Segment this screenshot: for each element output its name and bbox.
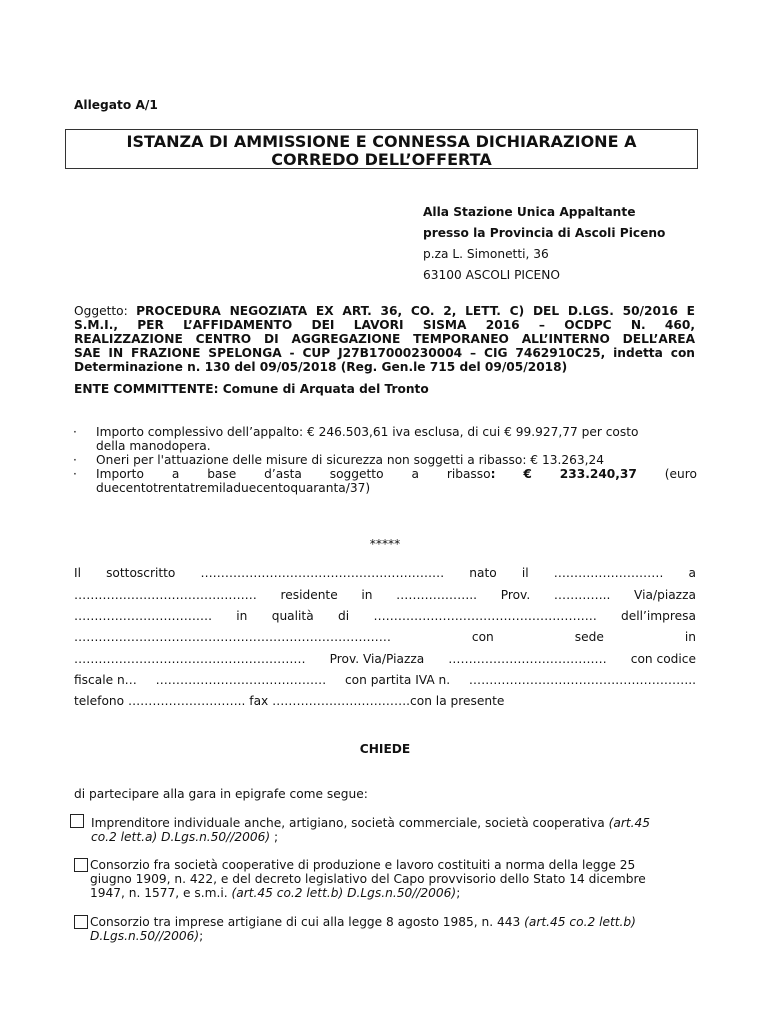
form-text: residente bbox=[280, 588, 338, 602]
option-3-reference: D.Lgs.n.50//2006) bbox=[90, 929, 200, 943]
form-text: in bbox=[236, 609, 248, 623]
form-text: in bbox=[684, 630, 696, 644]
company-seat-field[interactable]: ………………………………………………… bbox=[74, 652, 306, 666]
bullet-3-word: Importo bbox=[96, 467, 144, 481]
form-text: nato bbox=[469, 566, 497, 580]
subject-line-2: S.M.I., PER L’AFFIDAMENTO DEI LAVORI SISMA 2016 – OCDPC N. 460, bbox=[74, 318, 695, 332]
subject-label: Oggetto: bbox=[74, 304, 137, 318]
form-text: il bbox=[521, 566, 529, 580]
bullet-1-line-2: della manodopera. bbox=[96, 439, 211, 453]
option-3-line-1 bbox=[90, 915, 697, 929]
bullet-3-symbol: · bbox=[73, 467, 77, 481]
declaration-row-4 bbox=[74, 630, 696, 644]
bullet-3-word: d’asta bbox=[264, 467, 302, 481]
form-text: con bbox=[471, 630, 494, 644]
option-1-line-2 bbox=[91, 830, 697, 844]
birth-place-field[interactable]: ……………………………………… bbox=[74, 588, 257, 602]
subject-line-1 bbox=[74, 304, 695, 318]
declaration-row-1 bbox=[74, 566, 696, 580]
bullet-3-line-2: duecentotrentatremiladuecentoquaranta/37) bbox=[96, 481, 371, 495]
subject-text-1: PROCEDURA NEGOZIATA EX ART. 36, CO. 2, LETT. C) DEL D.LGS. 50/2016 E bbox=[136, 304, 696, 318]
option-2-reference: (art.45 co.2 lett.b) D.Lgs.n.50//2006) bbox=[231, 886, 457, 900]
bullet-3-word: a bbox=[411, 467, 419, 481]
option-3-tail: ; bbox=[199, 929, 204, 943]
option-2-text bbox=[90, 858, 697, 900]
option-3-description: Consorzio tra imprese artigiane di cui alla legge 8 agosto 1985, n. 443 bbox=[90, 915, 525, 929]
subject-line-3: REALIZZAZIONE CENTRO DI AGGREGAZIONE TEMPORANEO ALL’INTERNO DELL’AREA bbox=[74, 332, 695, 346]
bullet-3-currency: € bbox=[523, 467, 532, 481]
request-heading: CHIEDE bbox=[359, 742, 411, 756]
contracting-entity: ENTE COMMITTENTE: Comune di Arquata del Tronto bbox=[74, 382, 429, 396]
form-text: Prov. bbox=[500, 588, 531, 602]
option-1-checkbox[interactable] bbox=[70, 814, 84, 828]
declaration-row-6 bbox=[74, 673, 696, 687]
attachment-label: Allegato A/1 bbox=[74, 98, 158, 112]
company-field[interactable]: …………………………………………………………………… bbox=[74, 630, 391, 644]
name-field[interactable]: …………………………………………………… bbox=[200, 566, 445, 580]
form-text: dell’impresa bbox=[621, 609, 696, 623]
option-1-description: Imprenditore individuale anche, artigiano, società commerciale, società cooperativa bbox=[91, 816, 609, 830]
option-2-description: 1947, n. 1577, e s.m.i. bbox=[90, 886, 232, 900]
title-line-2: CORREDO DELL’OFFERTA bbox=[271, 150, 492, 169]
bullet-3-line-1 bbox=[96, 467, 697, 481]
bullet-3-word: ribasso bbox=[446, 467, 491, 481]
separator-stars: ***** bbox=[369, 537, 401, 551]
option-1-text bbox=[91, 816, 697, 844]
declaration-row-3 bbox=[74, 609, 696, 623]
option-2-line-1: Consorzio fra società cooperative di produzione e lavoro costituiti a norma della legge 25 bbox=[90, 858, 636, 872]
bullet-1-symbol: · bbox=[73, 425, 77, 439]
option-2-tail: ; bbox=[456, 886, 461, 900]
recipient-line-2: presso la Provincia di Ascoli Piceno bbox=[423, 226, 666, 240]
option-1-tail: ; bbox=[270, 830, 279, 844]
form-text: Via/piazza bbox=[634, 588, 696, 602]
recipient-line-4: 63100 ASCOLI PICENO bbox=[423, 268, 560, 282]
declaration-row-5 bbox=[74, 652, 696, 666]
form-text: con codice bbox=[630, 652, 696, 666]
option-2-line-2: giugno 1909, n. 422, e del decreto legislativo del Capo provvisorio dello Stato 14 dicembre bbox=[90, 872, 646, 886]
form-text: Il bbox=[74, 566, 81, 580]
bullet-3-colon: : bbox=[490, 467, 496, 481]
bullet-1 bbox=[96, 425, 697, 453]
bullet-2-symbol: · bbox=[73, 453, 77, 467]
option-3-checkbox[interactable] bbox=[74, 915, 88, 929]
bullet-3-word: a bbox=[171, 467, 180, 481]
bullet-3-amount: 233.240,37 bbox=[559, 467, 637, 481]
option-1-reference: co.2 lett.a) D.Lgs.n.50//2006) bbox=[91, 830, 271, 844]
recipient-line-3: p.za L. Simonetti, 36 bbox=[423, 247, 549, 261]
subject-line-5: Determinazione n. 130 del 09/05/2018 (Reg. Gen.le 715 del 09/05/2018) bbox=[74, 360, 568, 374]
form-text: a bbox=[688, 566, 696, 580]
declaration-row-2 bbox=[74, 588, 696, 602]
form-text: fiscale n… bbox=[74, 673, 137, 687]
tax-code-field[interactable]: …………………………………… bbox=[155, 673, 327, 687]
option-1-reference: (art.45 bbox=[608, 816, 650, 830]
bullet-3 bbox=[96, 467, 697, 495]
option-3-line-2 bbox=[90, 929, 697, 943]
option-3-reference: (art.45 co.2 lett.b) bbox=[524, 915, 636, 929]
recipient-line-1: Alla Stazione Unica Appaltante bbox=[423, 205, 636, 219]
street-field[interactable]: ……………………………. bbox=[74, 609, 212, 623]
bullet-2: Oneri per l'attuazione delle misure di sicurezza non soggetti a ribasso: € 13.263,24 bbox=[96, 453, 604, 467]
form-text: qualità bbox=[271, 609, 314, 623]
request-intro: di partecipare alla gara in epigrafe come segue: bbox=[74, 787, 368, 801]
form-text: sede bbox=[574, 630, 604, 644]
bullet-1-line-1: Importo complessivo dell’appalto: € 246.503,61 iva esclusa, di cui € 99.927,77 per costo bbox=[96, 425, 639, 439]
form-text: sottoscritto bbox=[106, 566, 176, 580]
birth-date-field[interactable]: ……………………… bbox=[553, 566, 664, 580]
vat-number-field[interactable]: ……………………………………………….. bbox=[468, 673, 696, 687]
form-text: con partita IVA n. bbox=[344, 673, 451, 687]
title-line-1: ISTANZA DI AMMISSIONE E CONNESSA DICHIARAZIONE A bbox=[126, 132, 637, 151]
option-2-line-3 bbox=[90, 886, 697, 900]
form-text: Prov. Via/Piazza bbox=[329, 652, 425, 666]
declaration-row-7[interactable]: telefono ……………………….. fax …………………………….con la presente bbox=[74, 694, 505, 708]
bullet-3-word: (euro bbox=[664, 467, 697, 481]
role-field[interactable]: ………………………………………………. bbox=[373, 609, 597, 623]
option-1-line-1 bbox=[91, 816, 697, 830]
subject-line-4: SAE IN FRAZIONE SPELONGA - CUP J27B17000230004 – CIG 7462910C25, indetta con bbox=[74, 346, 695, 360]
form-text: in bbox=[361, 588, 373, 602]
bullet-3-word: soggetto bbox=[329, 467, 384, 481]
residence-field[interactable]: ……………….. bbox=[396, 588, 478, 602]
bullet-3-word: base bbox=[207, 467, 237, 481]
title-box bbox=[65, 129, 698, 169]
option-2-checkbox[interactable] bbox=[74, 858, 88, 872]
company-address-field[interactable]: ………………………………… bbox=[448, 652, 607, 666]
province-field[interactable]: ………….. bbox=[553, 588, 611, 602]
option-3-text bbox=[90, 915, 697, 943]
form-text: di bbox=[338, 609, 350, 623]
